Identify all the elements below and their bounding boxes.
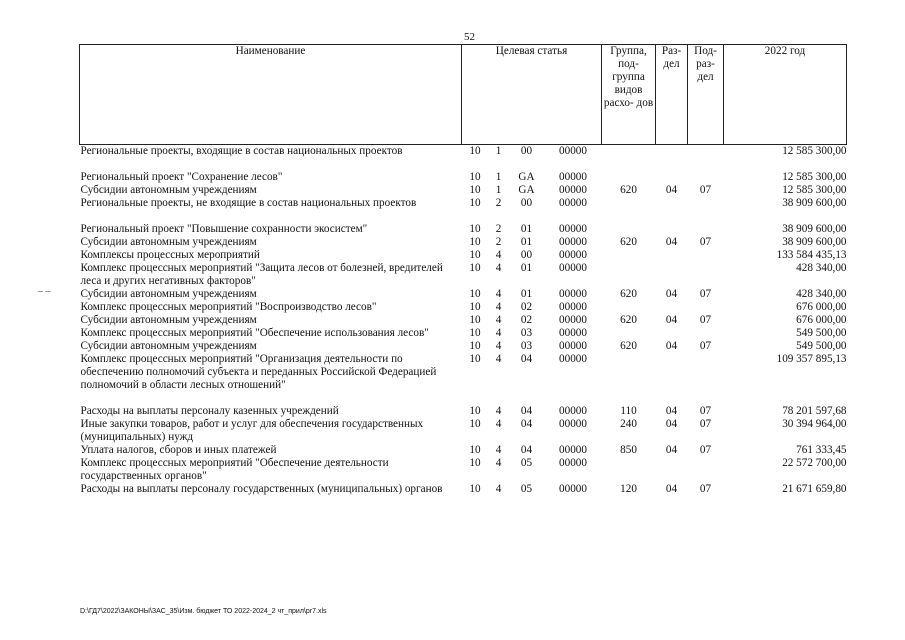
cell-d: 00000 — [559, 457, 587, 469]
cell-amount: 676 000,00 — [796, 301, 847, 313]
cell-a: 10 — [469, 405, 481, 417]
cell-pod: 07 — [699, 288, 712, 300]
cell-raz — [656, 197, 688, 210]
cell-amount: 676 000,00 — [796, 314, 847, 326]
table-row — [80, 171, 847, 184]
cell-a: 10 — [469, 288, 481, 300]
cell-name: Субсидии автономным учреждениям — [80, 340, 257, 352]
cell-pod — [688, 249, 724, 262]
table-row — [80, 197, 847, 210]
cell-a: 10 — [469, 301, 481, 313]
cell-a: 10 — [469, 184, 481, 196]
cell-pod: 07 — [699, 483, 712, 495]
cell-pod: 07 — [699, 418, 712, 430]
cell-pod — [688, 223, 724, 236]
cell-grp: 620 — [620, 184, 637, 196]
cell-name: Региональные проекты, входящие в состав национальных проектов — [80, 145, 403, 157]
cell-amount: 428 340,00 — [796, 288, 847, 300]
cell-d: 00000 — [559, 171, 587, 183]
cell-c: 01 — [520, 236, 533, 248]
header-subsection: Под- раз- дел — [688, 45, 724, 145]
cell-name: Расходы на выплаты персоналу государственных (муниципальных) органов — [80, 483, 443, 495]
cell-a: 10 — [469, 249, 481, 261]
cell-c: 00 — [520, 197, 533, 209]
cell-grp: 620 — [620, 288, 637, 300]
cell-a: 10 — [469, 145, 481, 157]
cell-b: 1 — [495, 145, 502, 157]
table-row — [80, 340, 847, 353]
cell-b: 4 — [495, 405, 502, 417]
cell-d: 00000 — [559, 340, 587, 352]
cell-d: 00000 — [559, 184, 587, 196]
cell-amount: 12 585 300,00 — [782, 171, 847, 183]
row-spacer — [80, 210, 847, 223]
cell-b: 4 — [495, 327, 502, 339]
cell-amount: 109 357 895,13 — [776, 353, 847, 365]
cell-grp: 620 — [620, 236, 637, 248]
cell-c: 04 — [520, 405, 533, 417]
cell-amount: 38 909 600,00 — [782, 197, 847, 209]
table-row — [80, 262, 847, 288]
cell-pod — [688, 327, 724, 340]
margin-mark: – – — [38, 286, 51, 297]
cell-name: Иные закупки товаров, работ и услуг для обеспечения государственных (муниципальных) нужд — [80, 418, 424, 443]
cell-name: Субсидии автономным учреждениям — [80, 314, 257, 326]
cell-grp: 240 — [620, 418, 637, 430]
cell-a: 10 — [469, 457, 481, 469]
cell-raz — [656, 457, 688, 483]
cell-grp: 850 — [620, 444, 637, 456]
cell-c: 05 — [520, 457, 533, 469]
cell-a: 10 — [469, 197, 481, 209]
cell-grp — [602, 262, 656, 288]
cell-name: Региональный проект "Повышение сохранности экосистем" — [80, 223, 368, 235]
cell-amount: 78 201 597,68 — [782, 405, 847, 417]
cell-b: 4 — [495, 444, 502, 456]
cell-d: 00000 — [559, 444, 587, 456]
header-section: Раз- дел — [656, 45, 688, 145]
cell-name: Уплата налогов, сборов и иных платежей — [80, 444, 277, 456]
cell-b: 4 — [495, 288, 502, 300]
cell-d: 00000 — [559, 314, 587, 326]
spacer-cell — [80, 392, 847, 405]
cell-amount: 761 333,45 — [796, 444, 847, 456]
cell-grp — [602, 145, 656, 159]
cell-raz: 04 — [665, 405, 678, 417]
cell-c: 01 — [520, 288, 533, 300]
cell-name: Комплекс процессных мероприятий "Воспроизводство лесов" — [80, 301, 377, 313]
cell-c: GA — [518, 171, 535, 183]
table-header — [80, 45, 847, 145]
cell-c: GA — [518, 184, 535, 196]
cell-c: 04 — [520, 418, 533, 430]
cell-d: 00000 — [559, 197, 587, 209]
cell-b: 4 — [495, 353, 502, 365]
cell-a: 10 — [469, 444, 481, 456]
page-number: 52 — [464, 31, 475, 43]
cell-name: Комплекс процессных мероприятий "Обеспечение использования лесов" — [80, 327, 429, 339]
cell-grp: 620 — [620, 340, 637, 352]
table-row — [80, 353, 847, 392]
cell-d: 00000 — [559, 288, 587, 300]
cell-pod — [688, 262, 724, 288]
table-row — [80, 405, 847, 418]
cell-b: 4 — [495, 262, 502, 274]
cell-b: 4 — [495, 301, 502, 313]
cell-raz: 04 — [665, 483, 678, 495]
table-row — [80, 184, 847, 197]
cell-pod: 07 — [699, 236, 712, 248]
cell-amount: 549 500,00 — [796, 340, 847, 352]
table-row — [80, 236, 847, 249]
budget-table — [79, 44, 847, 496]
cell-raz — [656, 223, 688, 236]
cell-amount: 22 572 700,00 — [782, 457, 847, 469]
table-row — [80, 444, 847, 457]
cell-c: 03 — [520, 340, 533, 352]
cell-d: 00000 — [559, 236, 587, 248]
cell-a: 10 — [469, 171, 481, 183]
cell-amount: 549 500,00 — [796, 327, 847, 339]
cell-name: Комплексы процессных мероприятий — [80, 249, 260, 261]
cell-name: Расходы на выплаты персоналу казенных учреждений — [80, 405, 339, 417]
cell-raz: 04 — [665, 444, 678, 456]
cell-name: Региональные проекты, не входящие в состав национальных проектов — [80, 197, 417, 209]
cell-pod — [688, 197, 724, 210]
cell-name: Комплекс процессных мероприятий "Обеспечение деятельности государственных органов" — [80, 457, 389, 482]
cell-amount: 21 671 659,80 — [782, 483, 847, 495]
cell-pod — [688, 457, 724, 483]
cell-b: 4 — [495, 418, 502, 430]
cell-raz: 04 — [665, 184, 678, 196]
cell-b: 2 — [495, 223, 502, 235]
header-year: 2022 год — [724, 45, 847, 145]
cell-grp: 620 — [620, 314, 637, 326]
cell-pod — [688, 145, 724, 159]
table-row — [80, 288, 847, 301]
cell-raz: 04 — [665, 418, 678, 430]
cell-name: Субсидии автономным учреждениям — [80, 184, 257, 196]
cell-c: 01 — [520, 223, 533, 235]
cell-b: 4 — [495, 340, 502, 352]
cell-d: 00000 — [559, 145, 587, 157]
spacer-cell — [80, 158, 847, 171]
cell-raz — [656, 353, 688, 392]
cell-raz — [656, 171, 688, 184]
cell-d: 00000 — [559, 418, 587, 430]
cell-name: Комплекс процессных мероприятий "Защита лесов от болезней, вредителей леса и других негативных факторов" — [80, 262, 443, 287]
cell-grp — [602, 301, 656, 314]
row-spacer — [80, 392, 847, 405]
cell-raz: 04 — [665, 340, 678, 352]
cell-grp: 110 — [620, 405, 637, 417]
cell-d: 00000 — [559, 405, 587, 417]
cell-amount: 12 585 300,00 — [782, 145, 847, 157]
cell-pod: 07 — [699, 314, 712, 326]
spacer-cell — [80, 210, 847, 223]
cell-d: 00000 — [559, 353, 587, 365]
cell-pod: 07 — [699, 405, 712, 417]
cell-b: 1 — [495, 171, 502, 183]
cell-grp — [602, 249, 656, 262]
cell-a: 10 — [469, 223, 481, 235]
cell-pod — [688, 301, 724, 314]
header-name: Наименование — [80, 45, 462, 145]
cell-raz — [656, 327, 688, 340]
cell-a: 10 — [469, 236, 481, 248]
cell-b: 2 — [495, 197, 502, 209]
cell-pod — [688, 171, 724, 184]
cell-d: 00000 — [559, 249, 587, 261]
table-row — [80, 483, 847, 496]
cell-a: 10 — [469, 262, 481, 274]
cell-d: 00000 — [559, 262, 587, 274]
row-spacer — [80, 158, 847, 171]
cell-name: Субсидии автономным учреждениям — [80, 288, 257, 300]
table-row — [80, 301, 847, 314]
cell-a: 10 — [469, 327, 481, 339]
cell-c: 05 — [520, 483, 533, 495]
cell-grp — [602, 197, 656, 210]
cell-amount: 428 340,00 — [796, 262, 847, 274]
cell-pod — [688, 353, 724, 392]
cell-grp — [602, 223, 656, 236]
cell-raz: 04 — [665, 236, 678, 248]
cell-pod: 07 — [699, 340, 712, 352]
cell-amount: 133 584 435,13 — [776, 249, 847, 261]
cell-grp — [602, 353, 656, 392]
table-row — [80, 145, 847, 159]
table-body — [80, 145, 847, 497]
cell-c: 01 — [520, 262, 533, 274]
table-row — [80, 327, 847, 340]
cell-pod: 07 — [699, 444, 712, 456]
cell-name: Комплекс процессных мероприятий "Организация деятельности по обеспечению полномочий субъекта и переданных Российской Федерацией полномочий в области лесных отношений" — [80, 353, 437, 391]
cell-amount: 38 909 600,00 — [782, 236, 847, 248]
cell-c: 00 — [520, 145, 533, 157]
cell-d: 00000 — [559, 301, 587, 313]
cell-raz — [656, 145, 688, 159]
cell-amount: 12 585 300,00 — [782, 184, 847, 196]
cell-grp: 120 — [620, 483, 637, 495]
cell-raz — [656, 262, 688, 288]
cell-raz: 04 — [665, 314, 678, 326]
table-row — [80, 249, 847, 262]
cell-c: 04 — [520, 353, 533, 365]
cell-name: Региональный проект "Сохранение лесов" — [80, 171, 283, 183]
cell-b: 4 — [495, 457, 502, 469]
cell-raz — [656, 301, 688, 314]
cell-b: 1 — [495, 184, 502, 196]
cell-c: 03 — [520, 327, 533, 339]
cell-c: 04 — [520, 444, 533, 456]
cell-c: 02 — [520, 314, 533, 326]
cell-raz — [656, 249, 688, 262]
cell-amount: 30 394 964,00 — [782, 418, 847, 430]
cell-raz: 04 — [665, 288, 678, 300]
cell-grp — [602, 457, 656, 483]
cell-name: Субсидии автономным учреждениям — [80, 236, 257, 248]
cell-b: 4 — [495, 483, 502, 495]
cell-c: 00 — [520, 249, 533, 261]
cell-a: 10 — [469, 353, 481, 365]
file-path-footer: D:\ГД7\2022\ЗАКОНЫ\ЗАС_35\Изм. бюджет ТО 2022-2024_2 чт_прил\pr7.xls — [80, 608, 327, 615]
cell-grp — [602, 327, 656, 340]
table-row — [80, 418, 847, 444]
cell-d: 00000 — [559, 223, 587, 235]
header-group: Группа, под- группа видов расхо- дов — [602, 45, 656, 145]
cell-a: 10 — [469, 340, 481, 352]
table-row — [80, 314, 847, 327]
cell-a: 10 — [469, 314, 481, 326]
cell-amount: 38 909 600,00 — [782, 223, 847, 235]
cell-a: 10 — [469, 418, 481, 430]
cell-d: 00000 — [559, 483, 587, 495]
cell-grp — [602, 171, 656, 184]
table-row — [80, 223, 847, 236]
cell-b: 4 — [495, 314, 502, 326]
cell-a: 10 — [469, 483, 481, 495]
table-row — [80, 457, 847, 483]
cell-d: 00000 — [559, 327, 587, 339]
cell-pod: 07 — [699, 184, 712, 196]
cell-c: 02 — [520, 301, 533, 313]
cell-b: 2 — [495, 236, 502, 248]
cell-b: 4 — [495, 249, 502, 261]
header-target: Целевая статья — [462, 45, 602, 145]
